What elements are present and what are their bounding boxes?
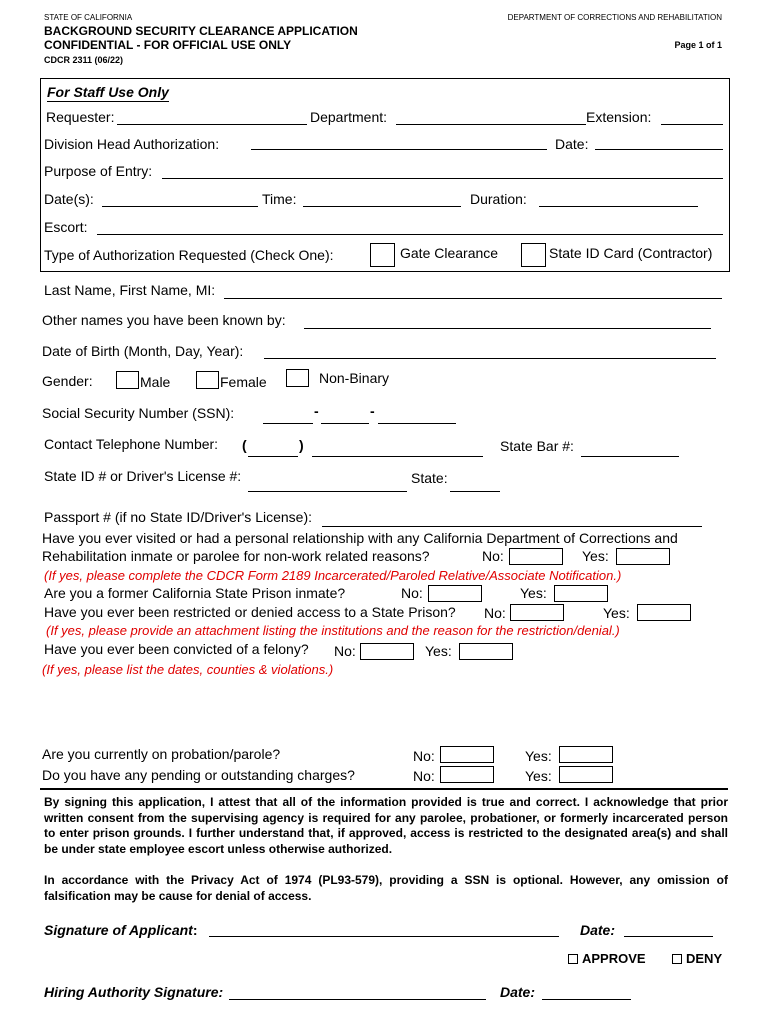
q2-yes-label: Yes: <box>520 585 547 601</box>
staff-heading: For Staff Use Only <box>47 84 169 100</box>
ssn-part3[interactable] <box>378 423 456 424</box>
q4-label: Have you ever been convicted of a felony? <box>44 641 309 657</box>
passport-label: Passport # (if no State ID/Driver's License): <box>44 509 312 525</box>
form-title: BACKGROUND SECURITY CLEARANCE APPLICATION <box>44 24 358 38</box>
time-label: Time: <box>262 191 297 207</box>
department-field-label: Department: <box>310 109 388 125</box>
female-checkbox[interactable] <box>196 371 219 389</box>
escort-label: Escort: <box>44 219 88 235</box>
passport-field[interactable] <box>322 526 702 527</box>
q3-yes-label: Yes: <box>603 605 630 621</box>
ssn-part2[interactable] <box>321 423 369 424</box>
q2-no-label: No: <box>401 585 423 601</box>
q1-no-checkbox[interactable] <box>509 548 563 565</box>
applicant-signature-field[interactable] <box>209 936 559 937</box>
q1-yes-label: Yes: <box>582 548 609 564</box>
other-names-field[interactable] <box>304 328 711 329</box>
hiring-signature-field[interactable] <box>229 999 486 1000</box>
q1-line2: Rehabilitation inmate or parolee for non-work related reasons? <box>42 548 430 564</box>
applicant-signature-label: Signature of Applicant: <box>44 922 198 938</box>
q4-yes-checkbox[interactable] <box>459 643 513 660</box>
q6-yes-label: Yes: <box>525 768 552 784</box>
q3-note: (If yes, please provide an attachment listing the institutions and the reason for the restriction/denial.) <box>46 623 620 638</box>
q3-label: Have you ever been restricted or denied access to a State Prison? <box>44 604 456 620</box>
state-bar-label: State Bar #: <box>500 438 574 454</box>
q4-no-label: No: <box>334 643 356 659</box>
gender-label: Gender: <box>42 373 93 389</box>
extension-field[interactable] <box>661 124 723 125</box>
duration-field[interactable] <box>539 206 698 207</box>
department-field[interactable] <box>396 124 586 125</box>
applicant-date-field[interactable] <box>624 936 713 937</box>
division-head-label: Division Head Authorization: <box>44 136 220 152</box>
ssn-part1[interactable] <box>263 423 313 424</box>
time-field[interactable] <box>303 206 461 207</box>
purpose-field[interactable] <box>162 178 723 179</box>
escort-field[interactable] <box>97 234 723 235</box>
hiring-date-field[interactable] <box>542 999 631 1000</box>
ssn-dash1: - <box>314 403 319 419</box>
q1-note: (If yes, please complete the CDCR Form 2189 Incarcerated/Paroled Relative/Associate Notification.) <box>44 568 622 583</box>
q2-label: Are you a former California State Prison inmate? <box>44 585 346 601</box>
section-divider <box>40 788 728 790</box>
name-field[interactable] <box>224 298 722 299</box>
approve-checkbox[interactable] <box>568 954 578 964</box>
auth-type-label: Type of Authorization Requested (Check One): <box>44 247 334 263</box>
hiring-date-label: Date: <box>500 984 536 1000</box>
state-bar-field[interactable] <box>581 456 679 457</box>
gate-clearance-label: Gate Clearance <box>400 245 499 261</box>
q4-note: (If yes, please list the dates, counties & violations.) <box>42 662 334 677</box>
extension-label: Extension: <box>586 109 652 125</box>
non-binary-checkbox[interactable] <box>286 369 309 387</box>
purpose-label: Purpose of Entry: <box>44 163 153 179</box>
ssn-dash2: - <box>370 403 375 419</box>
license-label: State ID # or Driver's License #: <box>44 468 242 484</box>
ssn-label: Social Security Number (SSN): <box>42 405 235 421</box>
q3-no-label: No: <box>484 605 506 621</box>
license-state-field[interactable] <box>450 491 500 492</box>
phone-label: Contact Telephone Number: <box>44 436 219 452</box>
name-label: Last Name, First Name, MI: <box>44 282 216 298</box>
dates-field[interactable] <box>102 206 258 207</box>
non-binary-label: Non-Binary <box>319 370 390 386</box>
q2-no-checkbox[interactable] <box>428 585 482 602</box>
q3-yes-checkbox[interactable] <box>637 604 691 621</box>
deny-checkbox[interactable] <box>672 954 682 964</box>
division-date-label: Date: <box>555 136 589 152</box>
state-id-card-label: State ID Card (Contractor) <box>549 245 713 261</box>
q6-no-checkbox[interactable] <box>440 766 494 783</box>
phone-field[interactable] <box>312 456 483 457</box>
q4-yes-label: Yes: <box>425 643 452 659</box>
q1-no-label: No: <box>482 548 504 564</box>
female-label: Female <box>220 374 267 390</box>
dob-field[interactable] <box>264 358 716 359</box>
requester-label: Requester: <box>46 109 115 125</box>
license-field[interactable] <box>248 491 407 492</box>
area-code-open: ( <box>242 437 247 453</box>
other-names-label: Other names you have been known by: <box>42 312 286 328</box>
q5-no-checkbox[interactable] <box>440 746 494 763</box>
q5-no-label: No: <box>413 748 435 764</box>
area-code-close: ) <box>299 437 304 453</box>
q1-yes-checkbox[interactable] <box>616 548 670 565</box>
dob-label: Date of Birth (Month, Day, Year): <box>42 343 244 359</box>
q5-yes-checkbox[interactable] <box>559 746 613 763</box>
state-label: STATE OF CALIFORNIA <box>44 13 133 22</box>
q5-label: Are you currently on probation/parole? <box>42 746 281 762</box>
applicant-date-label: Date: <box>580 922 616 938</box>
q2-yes-checkbox[interactable] <box>554 585 608 602</box>
area-code-field[interactable] <box>248 456 298 457</box>
attestation-paragraph: By signing this application, I attest that all of the information provided is true and correct. I acknowledge that prior written consent from the supervising agency is required for any parolee, probationer, or formerly incarcerated person to enter prison grounds. I further understand that, if approved, access is restricted to the designated area(s) and shall be under state employee escort unless otherwise authorized. <box>44 795 728 856</box>
requester-field[interactable] <box>117 124 307 125</box>
hiring-signature-label: Hiring Authority Signature: <box>44 984 224 1000</box>
privacy-act-paragraph: In accordance with the Privacy Act of 1974 (PL93-579), providing a SSN is optional. However, any omission of falsification may be cause for denial of access. <box>44 873 728 903</box>
state-id-card-checkbox[interactable] <box>521 243 546 267</box>
license-state-label: State: <box>411 470 448 486</box>
male-checkbox[interactable] <box>116 371 139 389</box>
q1-line1: Have you ever visited or had a personal relationship with any California Department of Corrections and <box>42 530 678 546</box>
division-head-field[interactable] <box>251 149 547 150</box>
q5-yes-label: Yes: <box>525 748 552 764</box>
form-number: CDCR 2311 (06/22) <box>44 55 124 65</box>
page-number: Page 1 of 1 <box>674 40 722 50</box>
q3-no-checkbox[interactable] <box>510 604 564 621</box>
duration-label: Duration: <box>470 191 527 207</box>
dates-label: Date(s): <box>44 191 94 207</box>
department-label: DEPARTMENT OF CORRECTIONS AND REHABILITATION <box>507 13 722 22</box>
q4-no-checkbox[interactable] <box>360 643 414 660</box>
deny-option[interactable]: DENY <box>672 951 722 966</box>
form-subtitle: CONFIDENTIAL - FOR OFFICIAL USE ONLY <box>44 38 292 52</box>
q6-label: Do you have any pending or outstanding charges? <box>42 767 355 783</box>
approve-option[interactable]: APPROVE <box>568 951 646 966</box>
q6-yes-checkbox[interactable] <box>559 766 613 783</box>
q6-no-label: No: <box>413 768 435 784</box>
gate-clearance-checkbox[interactable] <box>370 243 395 267</box>
male-label: Male <box>140 374 171 390</box>
division-date-field[interactable] <box>595 149 723 150</box>
